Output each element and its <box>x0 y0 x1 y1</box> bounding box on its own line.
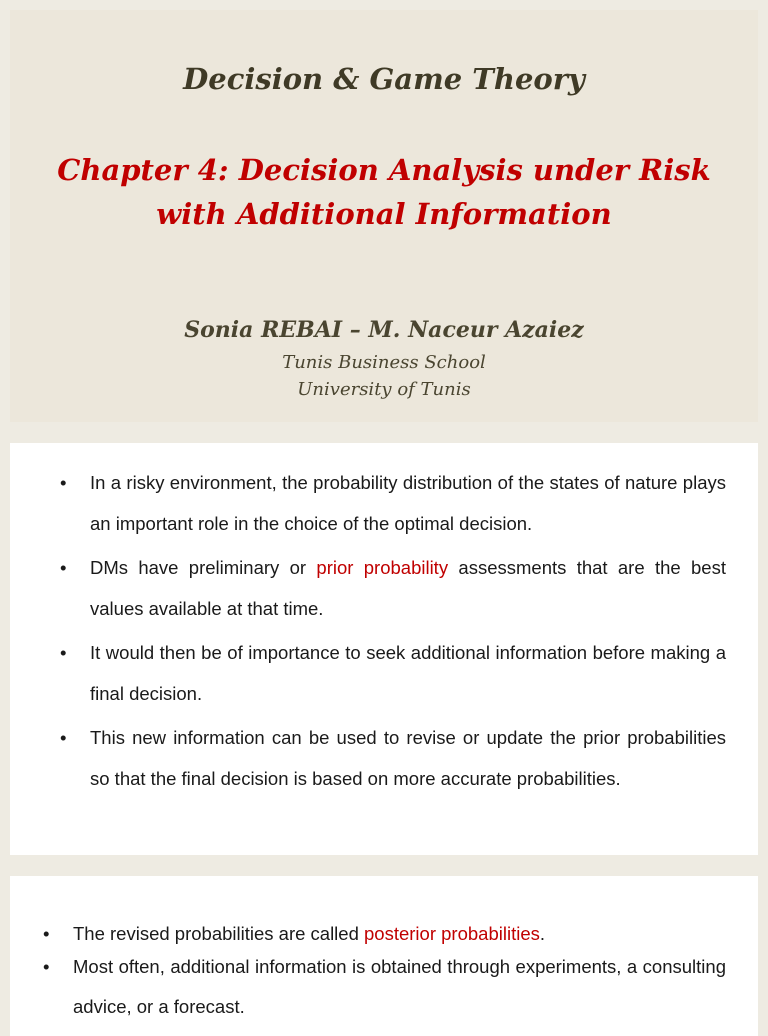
highlight-term: posterior probabilities <box>364 923 540 944</box>
title-slide <box>10 10 758 422</box>
bullet-icon: • <box>60 472 67 493</box>
authors: Sonia REBAI – M. Naceur Azaiez <box>184 317 584 343</box>
bullet-icon: • <box>43 923 50 944</box>
bullet-icon: • <box>60 727 67 748</box>
university-name: University of Tunis <box>297 379 471 400</box>
content-slide-1 <box>10 443 758 855</box>
course-title: Decision & Game Theory <box>183 62 585 96</box>
bullet-text: Most often, additional information is obtained through experiments, a consulting advice, or a forecast. <box>73 955 726 1017</box>
bullet-list <box>43 914 726 1032</box>
bullet-text-before: DMs have preliminary or <box>90 557 317 578</box>
bullet-list <box>60 463 726 803</box>
bullet-text-after: . <box>539 923 545 944</box>
list-item <box>43 947 726 1028</box>
bullet-text: This new information can be used to revise or update the prior probabilities so that the final decision is based on more accurate probabilities. <box>90 727 726 789</box>
bullet-text: It would then be of importance to seek additional information before making a final decision. <box>90 642 726 704</box>
bullet-text-after: assessments that are the best values available at that time. <box>90 557 726 619</box>
school-name: Tunis Business School <box>282 352 486 373</box>
bullet-text: In a risky environment, the probability distribution of the states of nature plays an important role in the choice of the optimal decision. <box>90 472 726 534</box>
list-item <box>60 718 726 799</box>
bullet-icon: • <box>60 557 67 578</box>
bullet-text-before: The revised probabilities are called <box>73 923 365 944</box>
highlight-term: prior probability <box>316 557 449 578</box>
bullet-icon: • <box>60 642 67 663</box>
list-item <box>60 633 726 714</box>
list-item <box>60 548 726 629</box>
chapter-title: Chapter 4: Decision Analysis under Risk with Additional Information <box>57 153 711 231</box>
content-slide-2 <box>10 876 758 1036</box>
bullet-icon: • <box>43 955 50 977</box>
list-item <box>60 463 726 544</box>
